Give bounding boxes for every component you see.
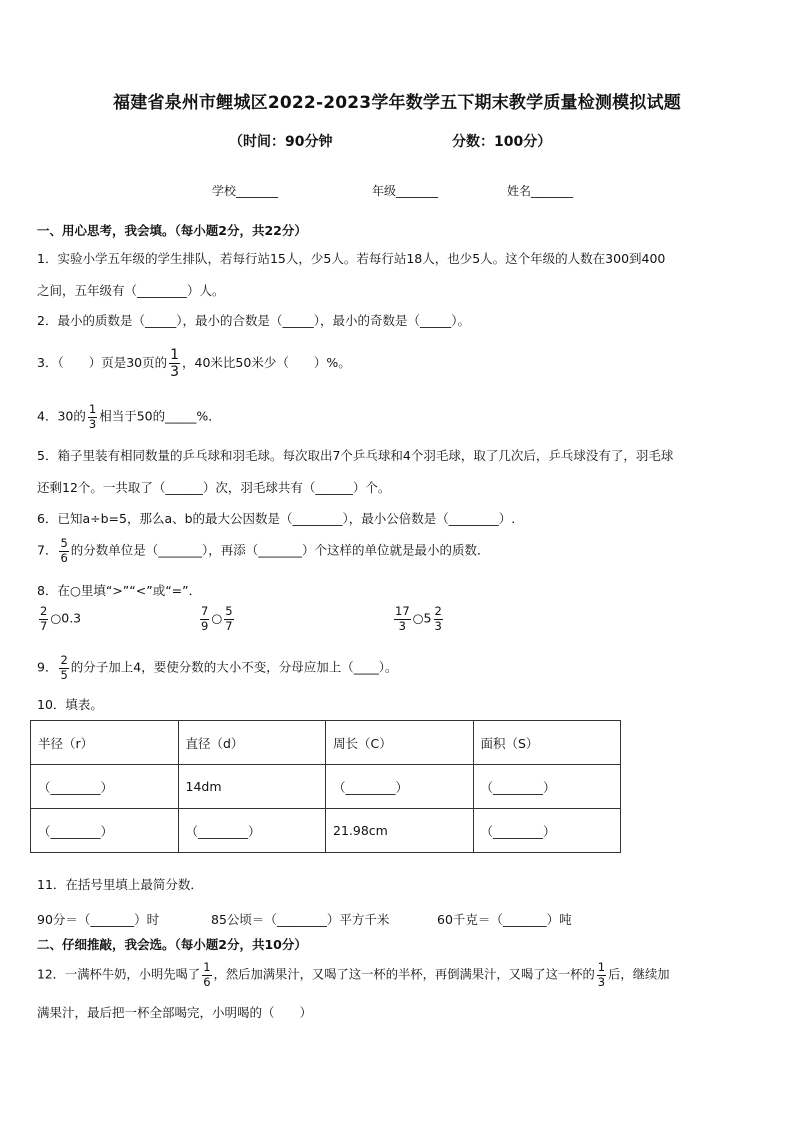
compare-item-1 xyxy=(37,606,81,632)
table-row xyxy=(31,809,621,853)
table-header: 面积（S） xyxy=(473,721,621,765)
table-cell[interactable]: （________） xyxy=(31,809,179,853)
fraction-denominator: 3 xyxy=(170,364,180,380)
table-cell[interactable]: （________） xyxy=(326,765,474,809)
compare-item-2 xyxy=(198,606,236,632)
time-label: （时间：90分钟 xyxy=(229,134,333,150)
question-3 xyxy=(37,348,351,379)
question-11-part-1: 90分＝（_______）时 xyxy=(37,912,160,927)
question-3-text-a: 3．（ ）页是30页的 xyxy=(37,355,168,370)
fraction-denominator: 7 xyxy=(40,618,48,633)
fraction xyxy=(59,655,68,681)
fill-table xyxy=(30,720,621,853)
fraction-numerator: 2 xyxy=(434,604,442,618)
fraction xyxy=(597,962,606,988)
question-5-line-1: 5．箱子里装有相同数量的乒乓球和羽毛球。每次取出7个乒乓球和4个羽毛球，取了几次后，乒乓球没有了，羽毛球 xyxy=(37,448,674,463)
fraction-denominator: 3 xyxy=(434,618,442,633)
question-12-line-1 xyxy=(37,962,670,988)
question-9-text-b: 的分子加上4，要使分数的大小不变，分母应加上（____）。 xyxy=(70,659,398,675)
fraction-denominator: 3 xyxy=(398,618,406,633)
fraction xyxy=(39,606,48,632)
question-7 xyxy=(37,538,490,564)
fraction-numerator: 1 xyxy=(170,347,180,363)
question-9 xyxy=(37,655,398,681)
table-header: 半径（r） xyxy=(31,721,179,765)
fraction-denominator: 5 xyxy=(60,667,68,682)
question-6: 6．已知a÷b=5，那么a、b的最大公因数是（________），最小公倍数是（________）. xyxy=(37,511,516,526)
fraction xyxy=(394,606,411,632)
question-12-text-c: 后，继续加 xyxy=(608,967,670,982)
table-header: 周长（C） xyxy=(326,721,474,765)
question-12-line-2: 满果汁，最后把一杯全部喝完，小明喝的（ ） xyxy=(37,1005,313,1020)
fraction-denominator: 3 xyxy=(88,416,97,431)
table-header: 直径（d） xyxy=(178,721,326,765)
name-field[interactable]: 姓名_______ xyxy=(507,184,574,198)
grade-field[interactable]: 年级_______ xyxy=(372,184,439,198)
fraction-denominator: 9 xyxy=(201,618,209,633)
table-header-row xyxy=(31,721,621,765)
question-12-text-a: 12．一满杯牛奶，小明先喝了 xyxy=(37,967,201,982)
compare-item-3 xyxy=(392,606,445,632)
table-cell[interactable]: （________） xyxy=(178,809,326,853)
fraction-numerator: 17 xyxy=(395,604,410,618)
question-4-text-a: 4．30的 xyxy=(37,408,86,424)
question-2: 2．最小的质数是（_____），最小的合数是（_____），最小的奇数是（_____）。 xyxy=(37,313,470,328)
section-1-heading: 一、用心思考，我会填。（每小题2分，共22分） xyxy=(37,223,307,238)
question-7-text-a: 7． xyxy=(37,542,58,558)
fraction-denominator: 6 xyxy=(203,974,211,989)
compare-circle: ○ xyxy=(211,610,223,626)
compare-circle: ○5 xyxy=(412,610,432,626)
fraction-numerator: 5 xyxy=(225,604,233,618)
fraction xyxy=(200,606,209,632)
fraction-numerator: 2 xyxy=(60,653,68,667)
table-cell: 21.98cm xyxy=(326,809,474,853)
score-label: 分数：100分） xyxy=(452,134,552,150)
fraction xyxy=(88,404,97,430)
question-3-text-b: ，40米比50米少（ ）%。 xyxy=(182,355,351,370)
table-cell: 14dm xyxy=(178,765,326,809)
question-4 xyxy=(37,404,221,430)
fraction-numerator: 7 xyxy=(201,604,209,618)
question-5-line-2: 还剩12个。一共取了（______）次，羽毛球共有（______）个。 xyxy=(37,480,391,495)
question-7-text-b: 的分数单位是（_______），再添（_______）个这样的单位就是最小的质数． xyxy=(70,542,490,558)
school-field[interactable]: 学校_______ xyxy=(212,184,279,198)
section-2-heading: 二、仔细推敲，我会选。（每小题2分，共10分） xyxy=(37,937,307,952)
fraction-numerator: 1 xyxy=(88,402,97,416)
fraction xyxy=(434,606,443,632)
question-9-text-a: 9． xyxy=(37,659,58,675)
question-11-part-2: 85公顷＝（________）平方千米 xyxy=(211,912,390,927)
question-1-line-1: 1．实验小学五年级的学生排队，若每行站15人，少5人。若每行站18人，也少5人。这个年级的人数在300到400 xyxy=(37,251,666,266)
table-row xyxy=(31,765,621,809)
fraction xyxy=(202,962,211,988)
fraction-denominator: 3 xyxy=(597,974,606,989)
fraction-numerator: 2 xyxy=(40,604,48,618)
fraction-numerator: 1 xyxy=(597,960,606,974)
fraction-numerator: 5 xyxy=(60,536,68,550)
table-cell[interactable]: （________） xyxy=(31,765,179,809)
question-11: 11．在括号里填上最简分数． xyxy=(37,877,203,892)
question-8: 8．在○里填“>”“<”或“=”． xyxy=(37,583,202,598)
question-4-text-b: 相当于50的_____%． xyxy=(99,408,221,424)
fraction-denominator: 7 xyxy=(225,618,233,633)
fraction xyxy=(224,606,233,632)
question-11-part-3: 60千克＝（_______）吨 xyxy=(437,912,572,927)
exam-title: 福建省泉州市鲤城区2022-2023学年数学五下期末教学质量检测模拟试题 xyxy=(113,93,681,113)
question-10: 10．填表。 xyxy=(37,697,103,712)
fraction-denominator: 6 xyxy=(60,550,68,565)
fraction xyxy=(59,538,68,564)
question-1-line-2: 之间，五年级有（________）人。 xyxy=(37,283,225,298)
question-12-text-b: ，然后加满果汁，又喝了这一杯的半杯，再倒满果汁，又喝了这一杯的 xyxy=(213,967,595,982)
compare-rest: ○0.3 xyxy=(50,610,82,626)
fraction xyxy=(169,348,180,379)
fraction-numerator: 1 xyxy=(203,960,211,974)
table-cell[interactable]: （________） xyxy=(473,765,621,809)
table-cell[interactable]: （________） xyxy=(473,809,621,853)
